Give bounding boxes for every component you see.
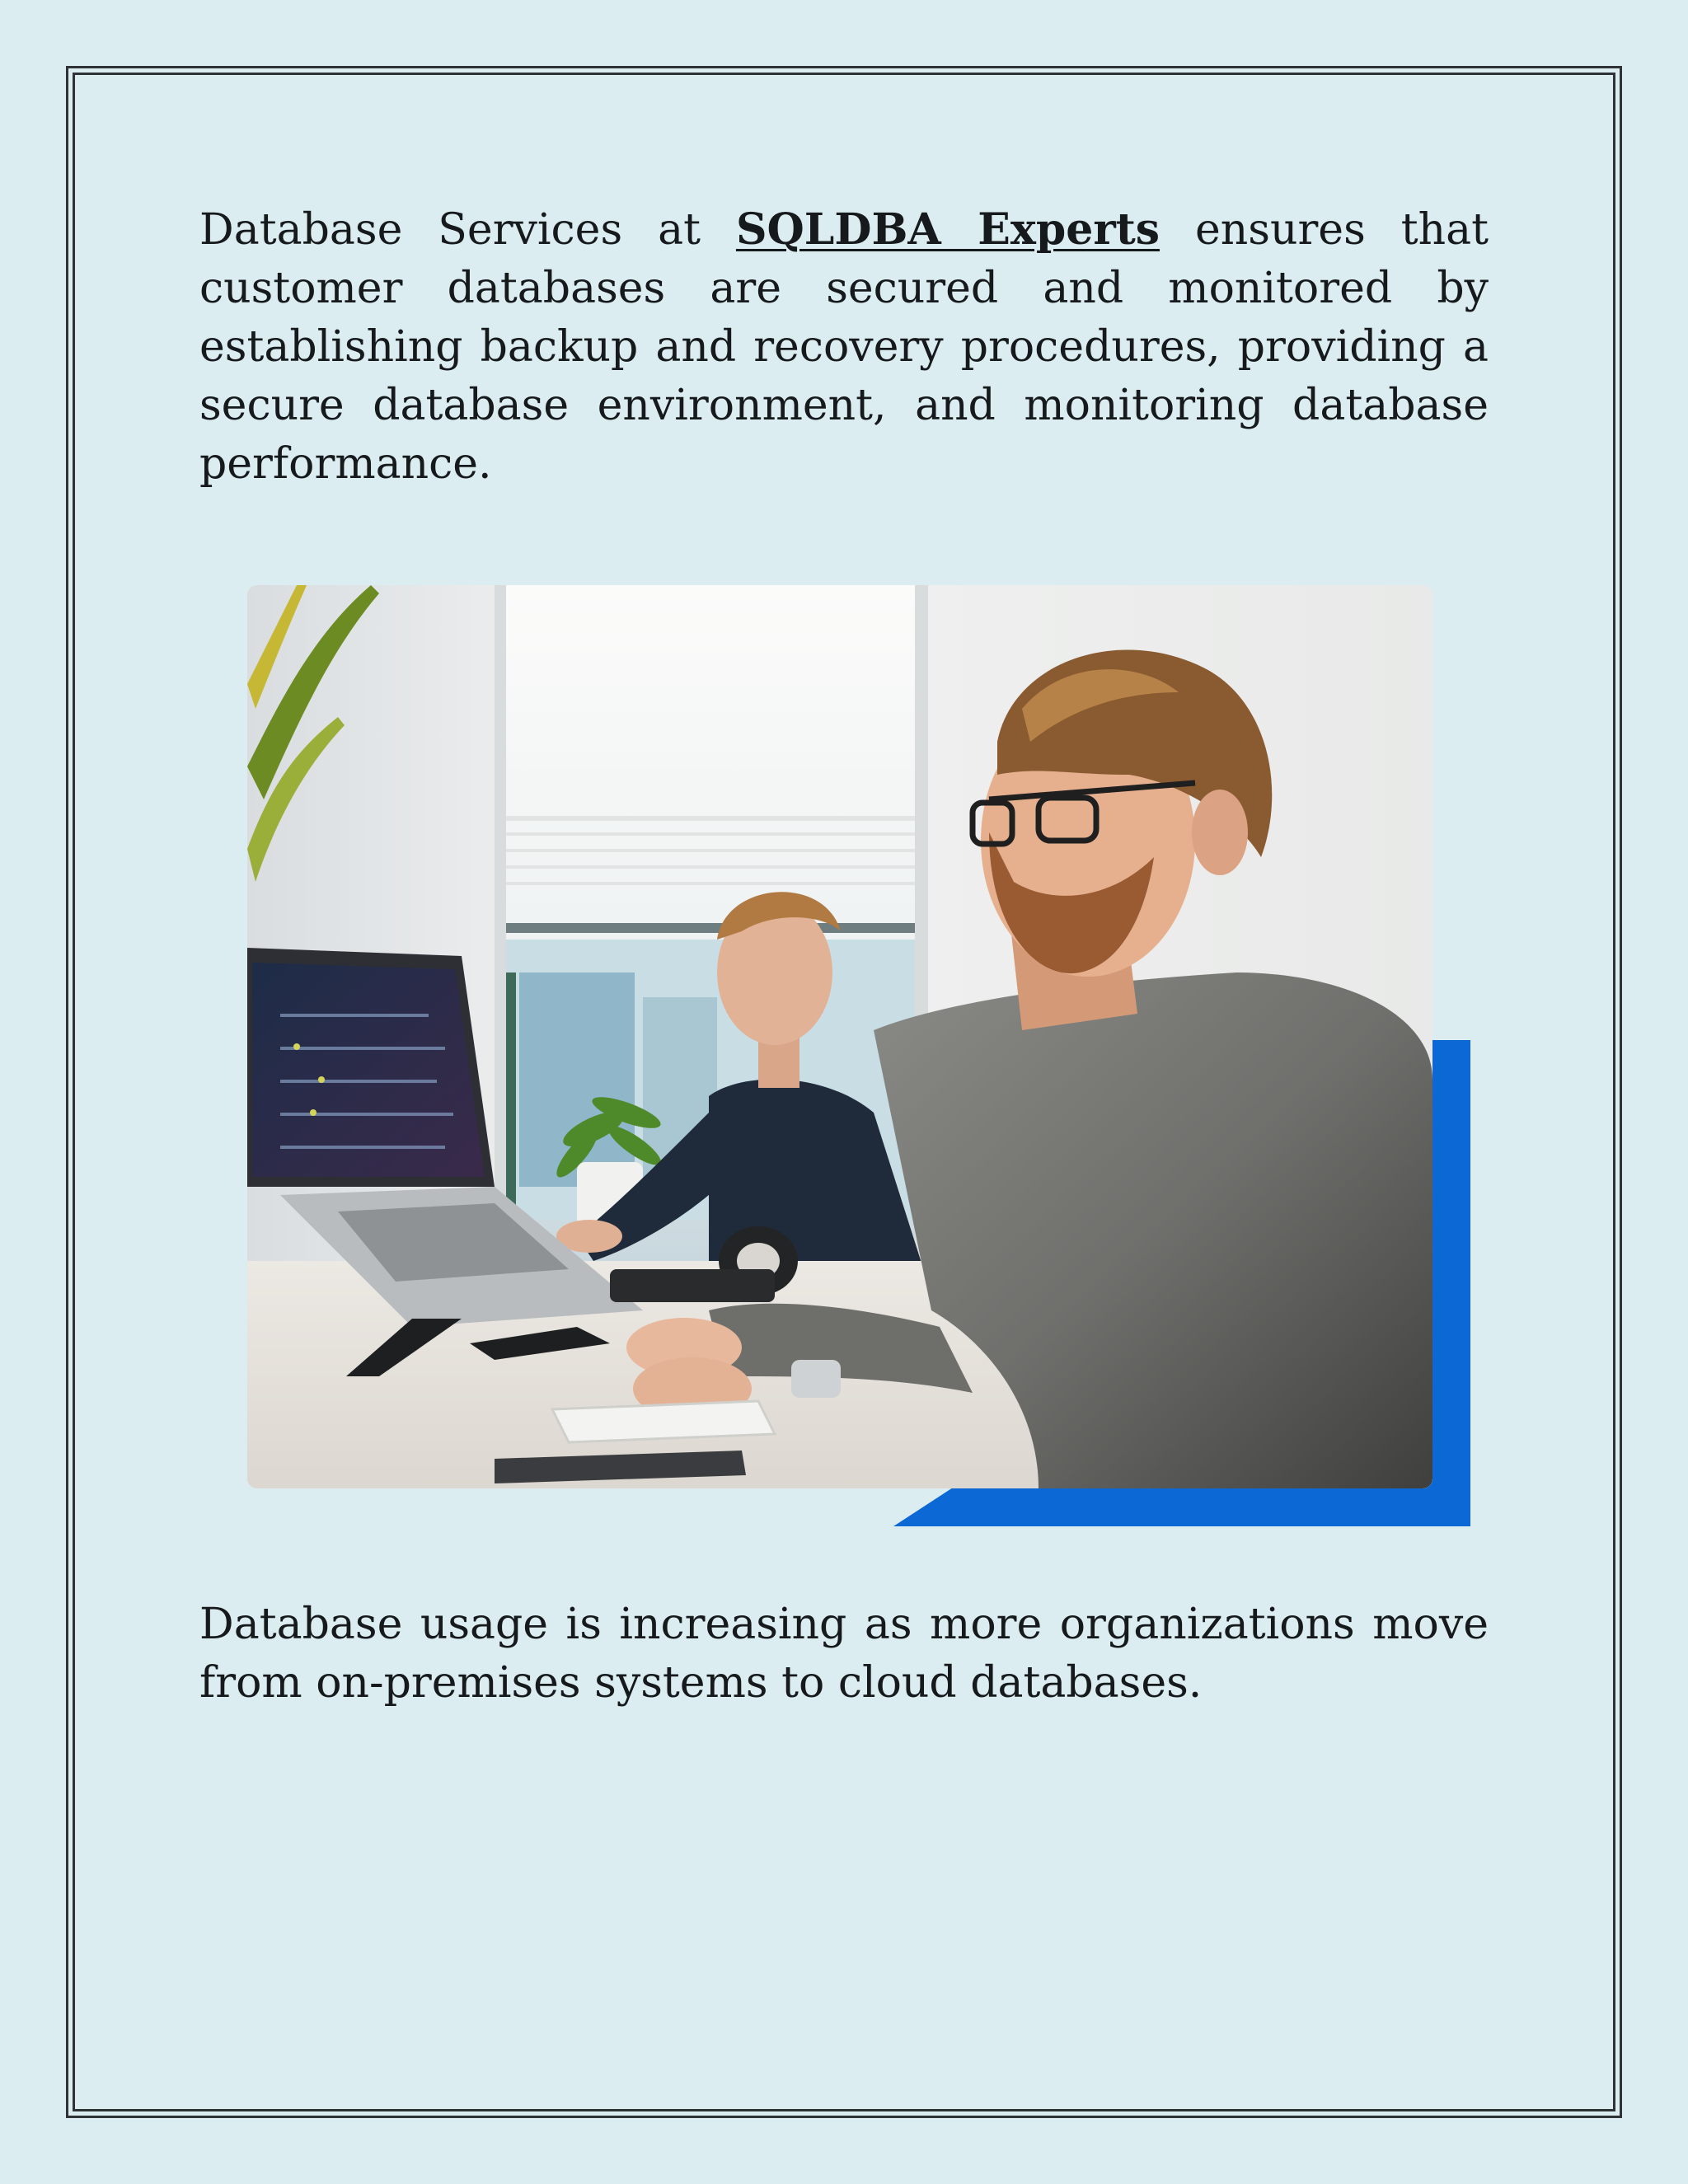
intro-text-end: ensures that customer databases are secured and monitored by establishing backup and recovery procedures, providing a secure database environment, and monitoring database performance. (199, 205, 1489, 489)
sqldba-experts-link[interactable]: SQLDBA Experts (735, 204, 1160, 255)
intro-paragraph (199, 200, 1489, 494)
office-workers-photo (247, 585, 1432, 1488)
intro-text-start: Database Services at (199, 205, 736, 255)
usage-paragraph: Database usage is increasing as more organizations move from on-premises systems to cloud databases. (199, 1600, 1489, 1708)
office-photo-figure (246, 585, 1470, 1526)
